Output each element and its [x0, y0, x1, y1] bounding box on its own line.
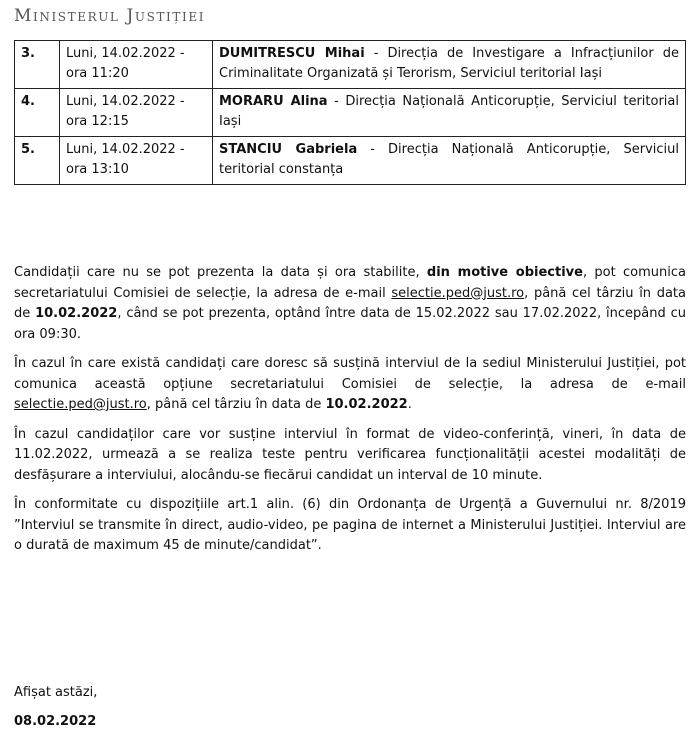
date-line: Luni, 14.02.2022 - [66, 142, 185, 157]
table-row [15, 137, 686, 185]
candidate-office: - Direcția Națională Anticorupție, Serviciul teritorial Iași [219, 94, 679, 129]
text-span: În cazul în care există candidați care doresc să susțină interviul de la sediul Ministerului Justiției, pot comunica această opțiune secretariatului Comisiei de selecție, la adresa de e-mail [14, 356, 686, 392]
absence-paragraph [14, 263, 686, 345]
text-span: . [407, 397, 412, 412]
text-span: Candidații care nu se pot prezenta la data și ora stabilite, [14, 265, 427, 280]
posting-signoff [14, 683, 97, 732]
row-number: 4. [15, 89, 60, 137]
candidate-cell [213, 89, 686, 137]
table-row [15, 41, 686, 89]
deadline-date: 10.02.2022 [35, 306, 118, 321]
video-test-paragraph: În cazul candidaților care vor susține interviul în format de video-conferință, vineri, în data de 11.02.2022, urmează a se realiza teste pentru verificarea funcționalității acestei modalități de desfășurare a interviului, alocându-se fiecărui candidat un interval de 10 minute. [14, 426, 686, 483]
email-link[interactable]: selectie.ped@just.ro [391, 285, 525, 301]
candidate-name: STANCIU Gabriela [219, 142, 358, 157]
ministry-header: Ministerul Justiției [14, 6, 206, 26]
interview-date [60, 41, 213, 89]
deadline-date: 10.02.2022 [325, 397, 408, 412]
interview-schedule-table [14, 40, 686, 185]
posted-date: 08.02.2022 [14, 714, 97, 729]
interview-date [60, 137, 213, 185]
date-line: Luni, 14.02.2022 - [66, 46, 185, 61]
text-span: , până cel târziu în data de [14, 285, 686, 321]
candidate-name: DUMITRESCU Mihai [219, 46, 365, 61]
time-line: ora 13:10 [66, 162, 129, 177]
time-line: ora 11:20 [66, 66, 129, 81]
candidate-office: - Direcția Națională Anticorupție, Serviciul teritorial constanța [219, 142, 679, 177]
onsite-paragraph [14, 354, 686, 416]
text-span: , până cel târziu în data de [146, 397, 326, 412]
candidate-cell [213, 41, 686, 89]
notice-body [14, 263, 686, 566]
table-row [15, 89, 686, 137]
candidate-cell [213, 137, 686, 185]
row-number: 3. [15, 41, 60, 89]
row-number: 5. [15, 137, 60, 185]
candidate-office: - Direcția de Investigare a Infracțiunilor de Criminalitate Organizată și Terorism, Serviciul teritorial Iași [219, 46, 679, 81]
text-span: , când se pot prezenta, optând între data de 15.02.2022 sau 17.02.2022, începând cu ora 09:30. [14, 306, 686, 342]
legal-basis-paragraph: În conformitate cu dispozițiile art.1 alin. (6) din Ordonanța de Urgență a Guvernului nr. 8/2019 ”Interviul se transmite în direct, audio-video, pe pagina de internet a Ministerului Justiției. Interviul are o durată de maximum 45 de minute/candidat”. [14, 497, 686, 553]
time-line: ora 12:15 [66, 114, 129, 129]
text-emphasis: din motive obiective [426, 265, 583, 280]
candidate-name: MORARU Alina [219, 94, 328, 109]
date-line: Luni, 14.02.2022 - [66, 94, 185, 109]
posted-label: Afișat astăzi, [14, 685, 98, 700]
text-span: , pot comunica secretariatului Comisiei de selecție, la adresa de e-mail [14, 265, 686, 301]
interview-date [60, 89, 213, 137]
email-link[interactable]: selectie.ped@just.ro [14, 397, 147, 412]
